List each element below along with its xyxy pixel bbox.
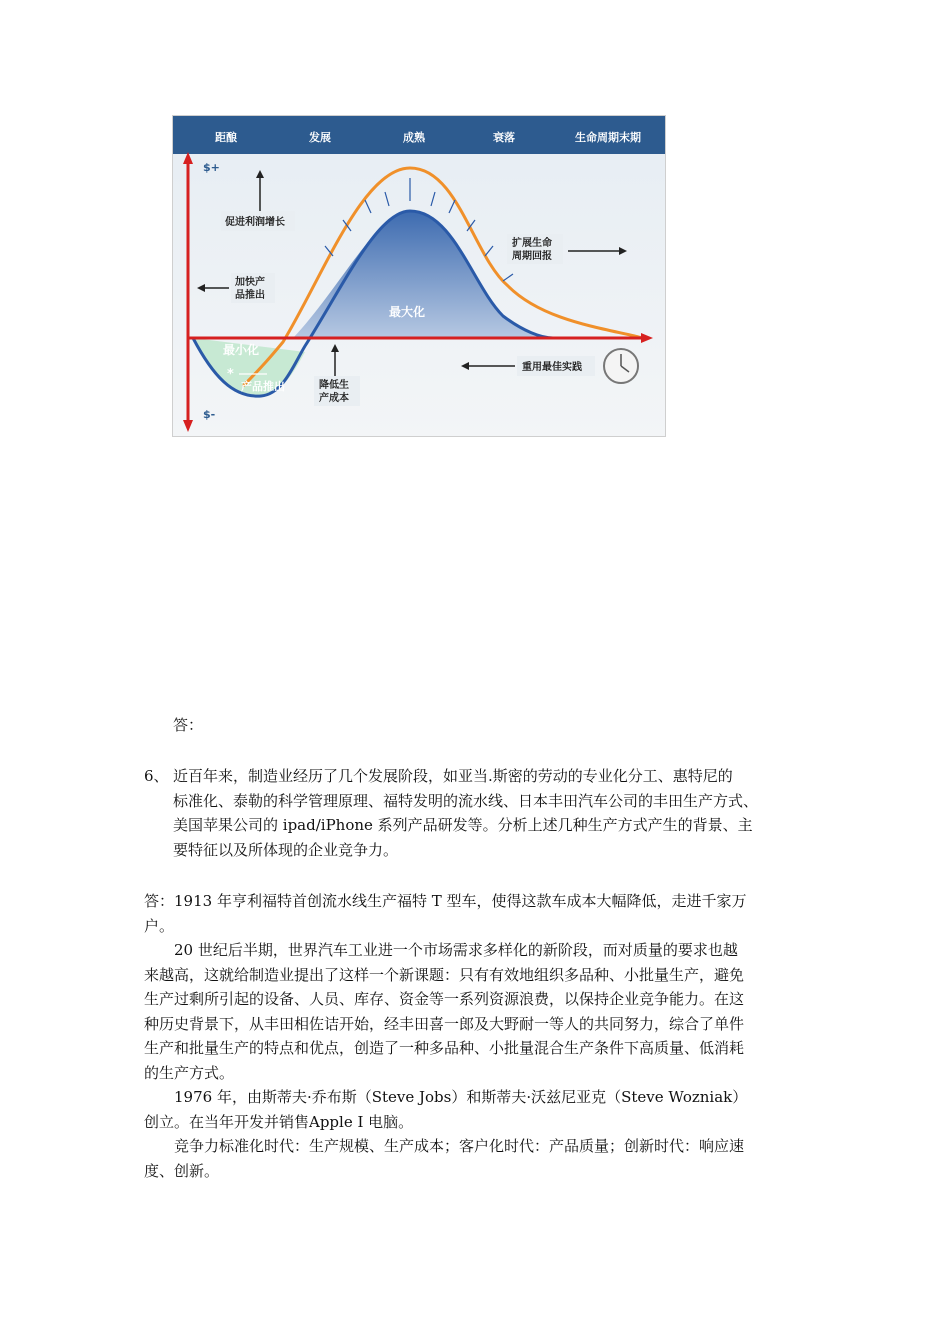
best-practice-label: 重用最佳实践 bbox=[522, 362, 582, 373]
stage-label: 成熟 bbox=[403, 131, 425, 144]
reduce-cost-label-1: 降低生 bbox=[319, 380, 349, 391]
stage-label: 生命周期末期 bbox=[575, 131, 641, 144]
profit-growth-label: 促进利润增长 bbox=[225, 217, 285, 228]
answer-line: 生产和批量生产的特点和优点，创造了一种多品种、小批量混合生产条件下高质量、低消耗 bbox=[144, 1039, 745, 1057]
answer-line: 1976 年，由斯蒂夫·乔布斯（Steve Jobs）和斯蒂夫·沃兹尼亚克（Steve Wozniak） bbox=[144, 1088, 748, 1106]
reduce-cost-label-2: 产成本 bbox=[319, 393, 349, 404]
question-line: 近百年来，制造业经历了几个发展阶段，如亚当.斯密的劳动的专业化分工、惠特尼的 bbox=[173, 767, 733, 785]
lifecycle-chart bbox=[173, 116, 666, 437]
y-bottom-label: $- bbox=[203, 408, 216, 421]
question-text bbox=[173, 764, 813, 862]
answer-line: 的生产方式。 bbox=[144, 1063, 235, 1082]
question-line: 要特征以及所体现的企业竞争力。 bbox=[173, 840, 399, 859]
question-line: 美国苹果公司的 ipad/iPhone 系列产品研发等。分析上述几种生产方式产生的背景、主 bbox=[173, 816, 753, 834]
lifecycle-figure bbox=[172, 115, 666, 437]
accelerate-label-1: 加快产 bbox=[235, 277, 265, 288]
question-number: 6、 bbox=[144, 767, 169, 785]
answer-line: 20 世纪后半期，世界汽车工业进一个市场需求多样化的新阶段，而对质量的要求也越 bbox=[144, 941, 738, 959]
extend-label-1: 扩展生命 bbox=[512, 238, 552, 249]
answer-line: 创立。在当年开发并销售Apple I 电脑。 bbox=[144, 1112, 414, 1131]
question-line: 标准化、泰勒的科学管理原理、福特发明的流水线、日本丰田汽车公司的丰田生产方式、 bbox=[173, 791, 759, 810]
stage-label: 距酿 bbox=[215, 131, 237, 144]
answer-label: 答： bbox=[173, 716, 204, 734]
extend-label-2: 周期回报 bbox=[512, 251, 552, 262]
stage-label: 发展 bbox=[309, 131, 331, 144]
stage-label: 衰落 bbox=[493, 131, 515, 144]
answer-line: 答：1913 年亨利福特首创流水线生产福特 T 型车，使得这款车成本大幅降低，走进千家万 bbox=[144, 892, 747, 910]
y-top-label: $+ bbox=[203, 161, 220, 174]
answer-line: 来越高，这就给制造业提出了这样一个新课题：只有有效地组织多品种、小批量生产，避免 bbox=[144, 965, 745, 984]
answer-line: 种历史背景下，从丰田相佐诘开始，经丰田喜一郎及大野耐一等人的共同努力，综合了单件 bbox=[144, 1014, 745, 1033]
star-mark: * bbox=[227, 367, 234, 382]
answer-line: 户。 bbox=[144, 916, 175, 935]
answer-line: 竞争力标准化时代：生产规模、生产成本；客户化时代：产品质量；创新时代：响应速 bbox=[144, 1137, 745, 1155]
answer-body bbox=[144, 889, 814, 1183]
answer-line: 生产过剩所引起的设备、人员、库存、资金等一系列资源浪费，以保持企业竞争能力。在这 bbox=[144, 990, 745, 1008]
launch-label: 产品推出 bbox=[241, 380, 285, 393]
minimize-label: 最小化 bbox=[223, 343, 260, 357]
maximize-label: 最大化 bbox=[389, 305, 426, 319]
clock-icon bbox=[604, 349, 638, 383]
accelerate-label-2: 品推出 bbox=[235, 290, 265, 301]
answer-line: 度、创新。 bbox=[144, 1161, 220, 1180]
